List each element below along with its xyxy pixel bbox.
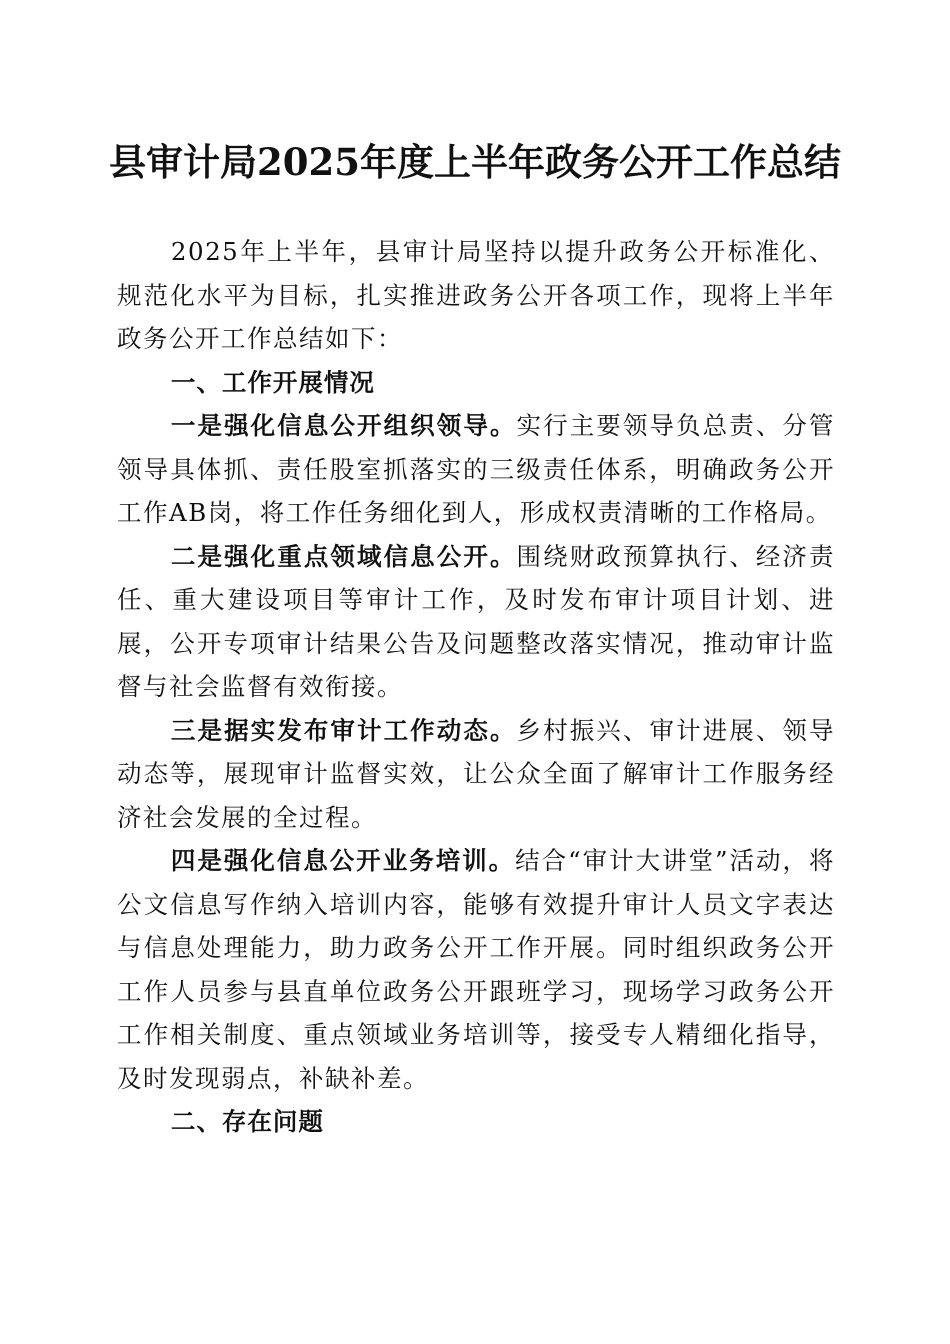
section-heading-2: 二、存在问题	[170, 1107, 324, 1136]
item-paragraph-4	[117, 839, 835, 1100]
item-lead-2: 二是强化重点领域信息公开。	[170, 541, 517, 571]
item-text-3: 乡村振兴、审计进展、领导动态等，展现审计监督实效，让公众全面了解审计工作服务经济社会发展的全过程。	[117, 715, 836, 832]
item-lead-4: 四是强化信息公开业务培训。	[170, 846, 516, 875]
item-paragraph-1	[117, 404, 835, 535]
item-text-1: 实行主要领导负总责、分管领导具体抓、责任股室抓落实的三级责任体系，明确政务公开工作AB岗，将工作任务细化到人，形成权责清晰的工作格局。	[117, 411, 836, 527]
intro-paragraph: 2025年上半年，县审计局坚持以提升政务公开标准化、规范化水平为目标，扎实推进政务公开各项工作，现将上半年政务公开工作总结如下：	[117, 237, 835, 353]
item-paragraph-3	[117, 709, 835, 840]
item-lead-1: 一是强化信息公开组织领导。	[170, 411, 517, 440]
item-text-4: 结合“审计大讲堂”活动，将公文信息写作纳入培训内容，能够有效提升审计人员文字表达与信息处理能力，助力政务公开工作开展。同时组织政务公开工作人员参与县直单位政务公开跟班学习，现场学习政务公开工作相关制度、重点领域业务培训等，接受专人精细化指导，及时发现弱点，补缺补差。	[117, 846, 835, 1093]
document-title: 县审计局2025年度上半年政务公开工作总结	[109, 140, 841, 184]
item-text-2: 围绕财政预算执行、经济责任、重大建设项目等审计工作，及时发布审计项目计划、进展，公开专项审计结果公告及问题整改落实情况，推动审计监督与社会监督有效衔接。	[117, 541, 836, 701]
section-heading-1: 一、工作开展情况	[170, 367, 375, 397]
item-lead-3: 三是据实发布审计工作动态。	[170, 715, 517, 745]
item-paragraph-2	[117, 535, 835, 709]
document-body	[117, 230, 835, 1144]
